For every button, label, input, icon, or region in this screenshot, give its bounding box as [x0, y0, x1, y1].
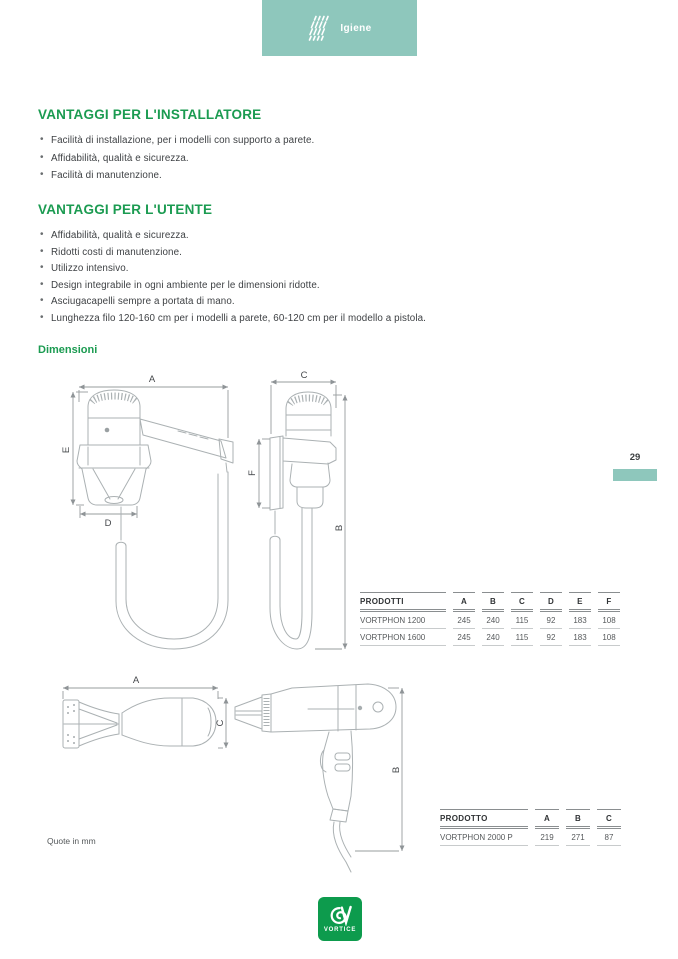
pistol-dryer-side-drawing: [235, 684, 402, 872]
col-header: PRODOTTI: [360, 592, 446, 612]
hygiene-pattern-icon: [307, 15, 331, 41]
dim-value: 219: [535, 829, 559, 846]
dim-label-c: C: [215, 719, 226, 727]
dim-label-f: F: [247, 470, 258, 476]
col-header: A: [453, 592, 475, 612]
units-footnote: Quote in mm: [47, 836, 96, 846]
col-header: F: [598, 592, 620, 612]
category-badge: [262, 0, 417, 56]
dim-label-e: E: [61, 446, 72, 454]
section-title: VANTAGGI PER L'UTENTE: [38, 202, 213, 217]
section-title: VANTAGGI PER L'INSTALLATORE: [38, 107, 262, 122]
table-header-row: [440, 809, 621, 829]
product-name: VORTPHON 1600: [360, 629, 446, 646]
dim-value: 240: [482, 612, 504, 629]
dim-value: 245: [453, 612, 475, 629]
table-row: [440, 829, 621, 846]
dim-label-b: B: [334, 524, 345, 532]
wall-dryer-front-drawing: [61, 374, 233, 649]
dim-value: 87: [597, 829, 621, 846]
bullet-item: • Asciugacapelli sempre a portata di mano.: [38, 296, 628, 308]
section-user-advantages: [38, 202, 628, 329]
col-header: C: [511, 592, 533, 612]
col-header: D: [540, 592, 562, 612]
dim-value: 183: [569, 629, 591, 646]
dim-label-a: A: [132, 675, 140, 686]
dim-label-a: A: [148, 374, 156, 385]
bullet-item: • Design integrabile in ogni ambiente per le dimensioni ridotte.: [38, 280, 628, 292]
dim-value: 115: [511, 612, 533, 629]
bullet-list: [38, 135, 628, 182]
col-header: A: [535, 809, 559, 829]
dim-value: 108: [598, 629, 620, 646]
table-row: [360, 629, 620, 646]
dim-value: 245: [453, 629, 475, 646]
bullet-item: • Affidabilità, qualità e sicurezza.: [38, 153, 628, 165]
col-header: E: [569, 592, 591, 612]
col-header: B: [482, 592, 504, 612]
product-name: VORTPHON 2000 P: [440, 829, 528, 846]
table-header-row: [360, 592, 620, 612]
vortice-spiral-icon: [328, 905, 352, 926]
pistol-dryer-top-drawing: [63, 675, 226, 748]
dim-value: 240: [482, 629, 504, 646]
category-label: Igiene: [340, 22, 372, 34]
pistol-model-table: [433, 809, 628, 846]
col-header: C: [597, 809, 621, 829]
bullet-item: • Facilità di manutenzione.: [38, 170, 628, 182]
dim-value: 92: [540, 629, 562, 646]
wall-dryer-side-drawing: [247, 370, 345, 649]
dim-value: 183: [569, 612, 591, 629]
dim-value: 115: [511, 629, 533, 646]
table-row: [360, 612, 620, 629]
page-number: 29: [629, 452, 641, 463]
dim-value: 108: [598, 612, 620, 629]
dim-value: 92: [540, 612, 562, 629]
bullet-item: • Lunghezza filo 120-160 cm per i modelli a parete, 60-120 cm per il modello a pistola.: [38, 313, 628, 325]
page-number-bar: [613, 469, 657, 481]
dim-label-d: D: [104, 518, 112, 529]
wall-models-table: [353, 592, 627, 646]
dim-label-b: B: [391, 766, 402, 774]
vortice-logo: [318, 897, 362, 941]
col-header: B: [566, 809, 590, 829]
vortice-logo-text: VORTICE: [323, 927, 357, 933]
product-name: VORTPHON 1200: [360, 612, 446, 629]
dim-value: 271: [566, 829, 590, 846]
dimensions-title: Dimensioni: [38, 344, 98, 356]
bullet-list: [38, 230, 628, 325]
bullet-item: • Affidabilità, qualità e sicurezza.: [38, 230, 628, 242]
bullet-item: • Utilizzo intensivo.: [38, 263, 628, 275]
section-installer-advantages: [38, 107, 628, 188]
dim-label-c: C: [300, 370, 308, 381]
col-header: PRODOTTO: [440, 809, 528, 829]
bullet-item: • Ridotti costi di manutenzione.: [38, 247, 628, 259]
bullet-item: • Facilità di installazione, per i modelli con supporto a parete.: [38, 135, 628, 147]
